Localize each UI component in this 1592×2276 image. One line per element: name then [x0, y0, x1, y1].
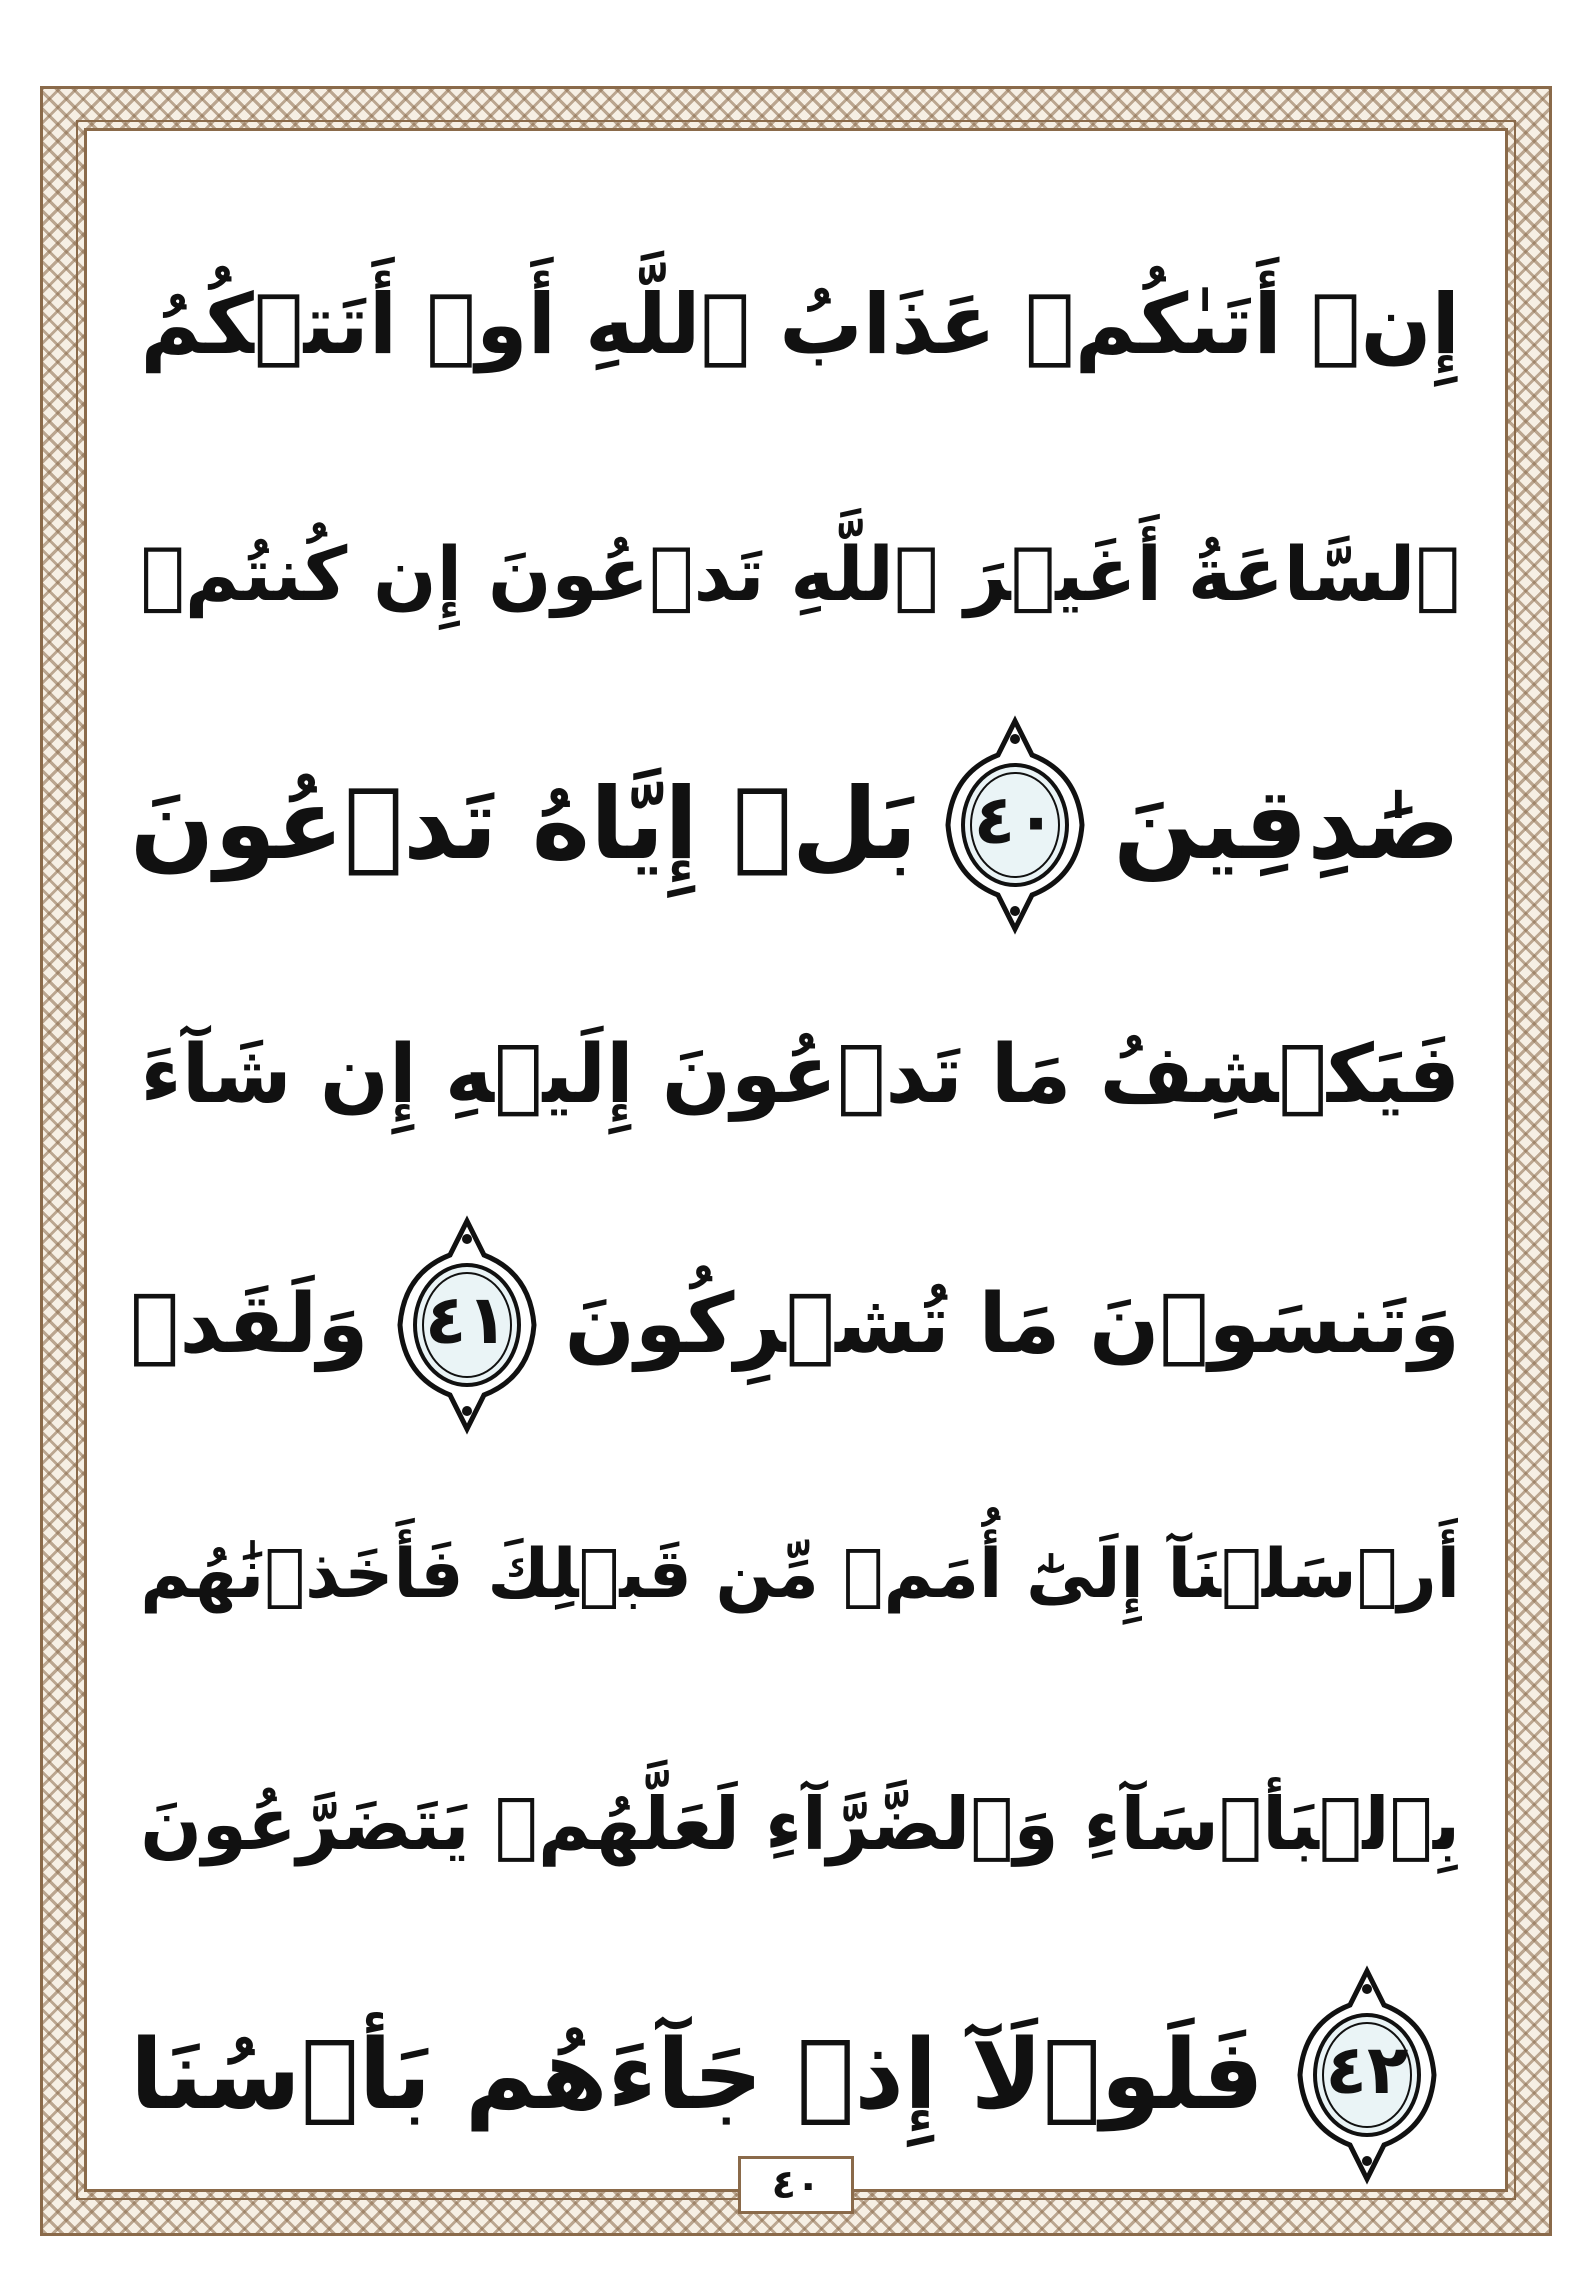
ayah-number: ٤٠ [973, 781, 1057, 860]
verse-text: فَيَكۡشِفُ مَا تَدۡعُونَ إِلَيۡهِ إِن شَآءَ [140, 1027, 1460, 1122]
quran-text-block [130, 200, 1460, 2131]
verse-text: بَلۡ إِيَّاهُ تَدۡعُونَ [130, 766, 918, 882]
verse-text: وَلَقَدۡ [130, 1276, 369, 1372]
verse-line [130, 1700, 1460, 1950]
verse-text: أَرۡسَلۡنَآ إِلَىٰٓ أُمَمٖ مِّن قَبۡلِكَ فَأَخَذۡنَٰهُم [140, 1534, 1460, 1614]
verse-line [130, 1200, 1460, 1450]
ayah-end-marker-icon [940, 715, 1090, 935]
page-number: ٤٠ [738, 2156, 854, 2214]
verse-text: فَلَوۡلَآ إِذۡ جَآءَهُم بَأۡسُنَا [130, 2017, 1264, 2131]
ayah-end-marker-icon [1292, 1965, 1442, 2185]
verse-text: صَٰدِقِينَ [1113, 766, 1460, 882]
verse-line [130, 700, 1460, 950]
verse-text: بِٱلۡبَأۡسَآءِ وَٱلضَّرَّآءِ لَعَلَّهُمۡ يَتَضَرَّعُونَ [140, 1782, 1460, 1867]
ayah-number: ٤٢ [1325, 2031, 1409, 2110]
verse-text: ٱلسَّاعَةُ أَغَيۡرَ ٱللَّهِ تَدۡعُونَ إِن كُنتُمۡ [140, 530, 1460, 618]
verse-text: إِنۡ أَتَىٰكُمۡ عَذَابُ ٱللَّهِ أَوۡ أَتَتۡكُمُ [140, 276, 1460, 374]
verse-line [130, 450, 1460, 700]
ayah-end-marker-icon [392, 1215, 542, 1435]
verse-line [130, 200, 1460, 450]
verse-line [130, 1450, 1460, 1700]
ayah-number: ٤١ [425, 1281, 509, 1360]
verse-line [130, 950, 1460, 1200]
verse-text: وَتَنسَوۡنَ مَا تُشۡرِكُونَ [564, 1276, 1460, 1372]
